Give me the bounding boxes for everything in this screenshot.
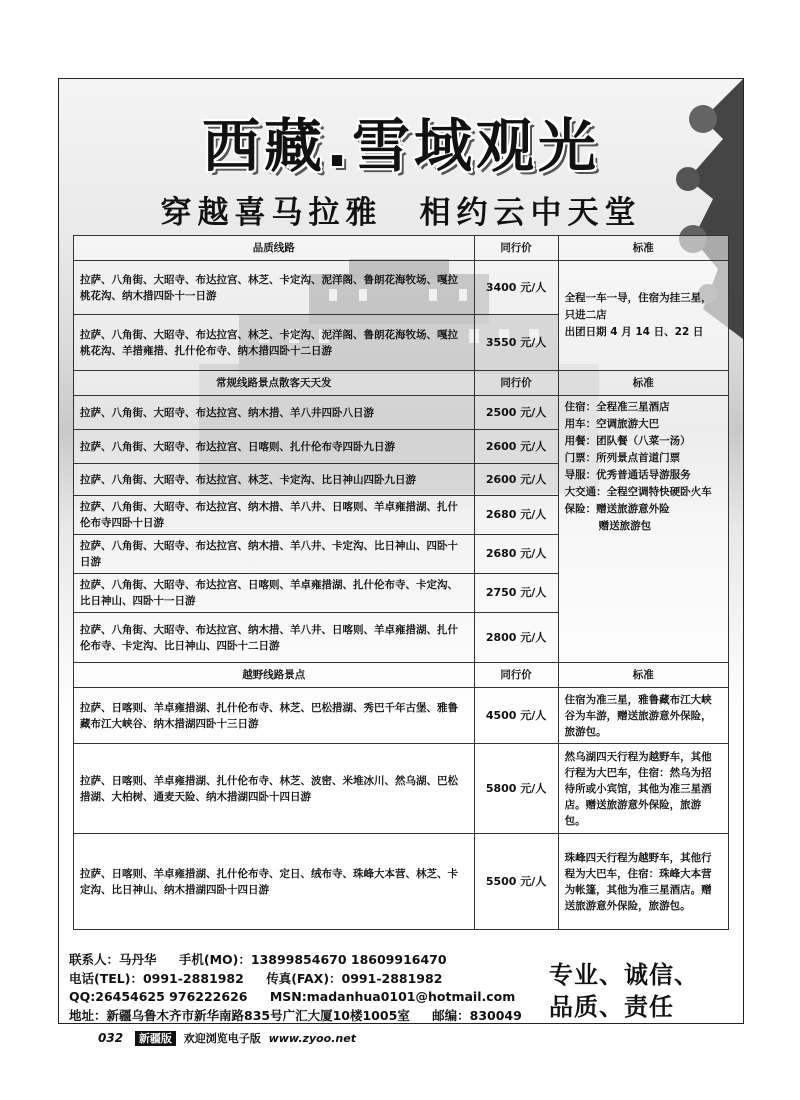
standard-line: 用餐：团队餐（八菜一汤） (564, 435, 691, 447)
contact-row (69, 988, 540, 1007)
price-cell: 4500 元/人 (474, 688, 558, 744)
price-cell: 5800 元/人 (474, 744, 558, 834)
standard-line: 门票：所列景点首道门票 (564, 452, 681, 464)
tour-price-table (73, 235, 729, 930)
price-cell: 2800 元/人 (474, 613, 558, 663)
route-cell: 拉萨、日喀则、羊卓雍措湖、扎什伦布寺、林芝、波密、米堆冰川、然乌湖、巴松措湖、大柏树、通麦天险、纳木措湖四卧十四日游 (74, 744, 475, 834)
contact-block (69, 951, 540, 1024)
price-cell: 2680 元/人 (474, 496, 558, 535)
standard-line: 用车：空调旅游大巴 (564, 418, 660, 430)
regular-route-header: 常规线路景点散客天天发 (74, 371, 475, 396)
contact-postcode: 邮编：830049 (432, 1007, 522, 1023)
regular-standard-header: 标准 (558, 371, 728, 396)
standard-cell: 珠峰四天行程为越野车，其他行程为大巴车，住宿：珠峰大本营为帐篷，其他为准三星酒店。赠送旅游意外保险，旅游包。 (558, 834, 728, 930)
slogan-line: 品质、责任 (549, 993, 674, 1021)
page-footer-bar (98, 1030, 356, 1046)
standard-line: 出团日期 4 月 14 日、22 日 (564, 326, 704, 338)
price-cell: 3550 元/人 (474, 315, 558, 371)
contact-msn: MSN:madanhua0101@hotmail.com (269, 989, 516, 1004)
standard-cell: 住宿为准三星，雅鲁藏布江大峡谷为车游，赠送旅游意外保险，旅游包。 (558, 688, 728, 744)
route-cell: 拉萨、八角街、大昭寺、布达拉宫、纳木措、羊八井四卧八日游 (74, 396, 475, 430)
regular-standard-cell (558, 396, 728, 663)
route-cell: 拉萨、日喀则、羊卓雍措湖、扎什伦布寺、定日、绒布寺、珠峰大本营、林芝、卡定沟、比日神山、纳木措湖四卧十四日游 (74, 834, 475, 930)
quality-header-row (74, 236, 729, 261)
contact-tel: 电话(TEL)：0991-2881982 (69, 970, 244, 986)
standard-line: 全程一车一导，住宿为挂三星，只进二店 (564, 292, 712, 321)
table-row (74, 688, 729, 744)
edition-note: 欢迎浏览电子版 (183, 1032, 261, 1045)
price-cell: 5500 元/人 (474, 834, 558, 930)
offroad-route-header: 越野线路景点 (74, 663, 475, 688)
quality-standard-header: 标准 (558, 236, 728, 261)
price-cell: 2500 元/人 (474, 396, 558, 430)
route-cell: 拉萨、八角街、大昭寺、布达拉宫、日喀则、扎什伦布寺四卧九日游 (74, 430, 475, 464)
route-cell: 拉萨、八角街、大昭寺、布达拉宫、林芝、卡定沟、比日神山四卧九日游 (74, 464, 475, 496)
standard-line: 保险：赠送旅游意外险 (564, 503, 670, 515)
standard-line: 导服：优秀普通话导游服务 (564, 469, 691, 481)
page-title: 西藏.雪域观光 (201, 112, 601, 180)
route-cell: 拉萨、日喀则、羊卓雍措湖、扎什伦布寺、林芝、巴松措湖、秀巴千年古堡、雅鲁藏布江大峡谷、纳木措湖四卧十三日游 (74, 688, 475, 744)
offroad-standard-header: 标准 (558, 663, 728, 688)
contact-address: 地址：新疆乌鲁木齐市新华南路835号广汇大厦10楼1005室 (69, 1007, 410, 1023)
regular-header-row (74, 371, 729, 396)
page-subtitle: 穿越喜马拉雅 相约云中天堂 (160, 195, 642, 231)
table-row (74, 396, 729, 430)
website-link[interactable]: www.zyoo.net (268, 1032, 356, 1045)
quality-standard-cell (558, 261, 728, 371)
standard-line: 赠送旅游包 (598, 520, 652, 532)
table-row (74, 744, 729, 834)
offroad-header-row (74, 663, 729, 688)
route-cell: 拉萨、八角街、大昭寺、布达拉宫、日喀则、羊卓雍措湖、扎什伦布寺、卡定沟、比日神山、四卧十一日游 (74, 574, 475, 613)
route-cell: 拉萨、八角街、大昭寺、布达拉宫、纳木措、羊八井、日喀则、羊卓雍措湖、扎什伦布寺四卧十日游 (74, 496, 475, 535)
contact-qq: QQ:26454625 976222626 (69, 989, 248, 1004)
regular-price-header: 同行价 (474, 371, 558, 396)
route-cell: 拉萨、八角街、大昭寺、布达拉宫、林芝、卡定沟、泥洋阁、鲁朗花海牧场、嘎拉桃花沟、纳木措四卧十一日游 (74, 261, 475, 315)
contact-mobile: 手机(MO)：13899854670 18609916470 (178, 952, 447, 967)
route-cell: 拉萨、八角街、大昭寺、布达拉宫、林芝、卡定沟、泥洋阁、鲁朗花海牧场、嘎拉桃花沟、羊措雍措、扎什伦布寺、纳木措四卧十二日游 (74, 315, 475, 371)
contact-row (69, 1007, 540, 1025)
price-cell: 2600 元/人 (474, 430, 558, 464)
table-row (74, 834, 729, 930)
standard-line: 大交通：全程空调特快硬卧火车 (564, 486, 712, 498)
quality-route-header: 品质线路 (74, 236, 475, 261)
contact-person: 联系人：马丹华 (69, 952, 157, 967)
slogan (549, 959, 699, 1023)
contact-row (69, 951, 540, 970)
page-number: 032 (98, 1031, 124, 1045)
table-row (74, 261, 729, 315)
edition-tag: 新疆版 (135, 1031, 176, 1046)
standard-line: 住宿：全程准三星酒店 (564, 401, 670, 413)
price-cell: 3400 元/人 (474, 261, 558, 315)
slogan-line: 专业、诚信、 (549, 961, 699, 989)
contact-row (69, 970, 540, 989)
offroad-price-header: 同行价 (474, 663, 558, 688)
route-cell: 拉萨、八角街、大昭寺、布达拉宫、纳木措、羊八井、日喀则、羊卓雍措湖、扎什伦布寺、卡定沟、比日神山、四卧十二日游 (74, 613, 475, 663)
price-cell: 2750 元/人 (474, 574, 558, 613)
quality-price-header: 同行价 (474, 236, 558, 261)
route-cell: 拉萨、八角街、大昭寺、布达拉宫、纳木措、羊八井、卡定沟、比日神山、四卧十日游 (74, 535, 475, 574)
contact-fax: 传真(FAX)：0991-2881982 (266, 970, 443, 986)
price-cell: 2680 元/人 (474, 535, 558, 574)
standard-cell: 然乌湖四天行程为越野车，其他行程为大巴车，住宿：然乌为招待所或小宾馆，其他为准三星酒店。赠送旅游意外保险，旅游包。 (558, 744, 728, 834)
price-cell: 2600 元/人 (474, 464, 558, 496)
page-frame (58, 78, 744, 1024)
